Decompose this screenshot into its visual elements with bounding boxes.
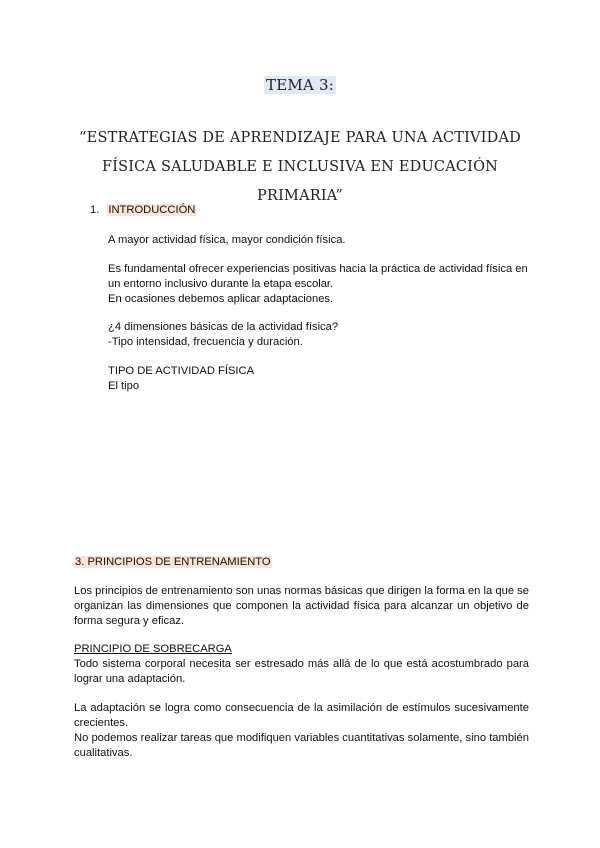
sobrecarga-paragraph: Todo sistema corporal necesita ser estresado más allá de lo que está acostumbrado para lograr una adaptación. [74,658,529,685]
intro-question: ¿4 dimensiones básicas de la actividad física? [108,321,339,333]
page-subtitle: “ESTRATEGIAS DE APRENDIZAJE PARA UNA ACTIVIDAD FÍSICA SALUDABLE E INCLUSIVA EN EDUCACIÓN PRIMARIA” [79,130,521,204]
activity-type-text: El tipo [108,380,140,392]
page-title-text: TEMA 3: [266,76,334,94]
sobrecarga-heading: PRINCIPIO DE SOBRECARGA [74,643,232,655]
intro-paragraph-1: A mayor actividad física, mayor condición física. [108,234,346,246]
section1-title: INTRODUCCIÓN [108,204,196,216]
section3-title: 3. PRINCIPIOS DE ENTRENAMIENTO [75,556,271,568]
intro-paragraph-2 [108,262,538,307]
adaptation-text: La adaptación se logra como consecuencia de la asimilación de estímulos sucesivamente crecientes. [74,702,529,729]
adaptation-paragraph [74,701,529,761]
intro-paragraph-2-line-2: un entorno inclusivo durante la etapa escolar. [108,278,334,290]
section1-heading [90,204,196,216]
page-title [0,76,600,94]
intro-answer: -Tipo intensidad, frecuencia y duración. [108,336,303,348]
section3-paragraph-1: Los principios de entrenamiento son unas normas básicas que dirigen la forma en la que se organizan las dimensiones que componen la actividad física para alcanzar un objetivo de forma segura y eficaz. [74,585,529,627]
intro-paragraph-2-line-3: En ocasiones debemos aplicar adaptaciones. [108,293,334,305]
activity-type-block [108,364,538,394]
section3-heading [74,555,529,570]
sobrecarga-block [74,642,529,687]
activity-type-heading: TIPO DE ACTIVIDAD FÍSICA [108,365,255,377]
variables-text: No podemos realizar tareas que modifiquen variables cuantitativas solamente, sino también cualitativas. [74,732,529,759]
section1-number: 1. [90,204,100,216]
intro-paragraph-2-line-1: Es fundamental ofrecer experiencias positivas hacia la práctica de actividad física en [108,263,528,275]
intro-question-block [108,320,538,350]
